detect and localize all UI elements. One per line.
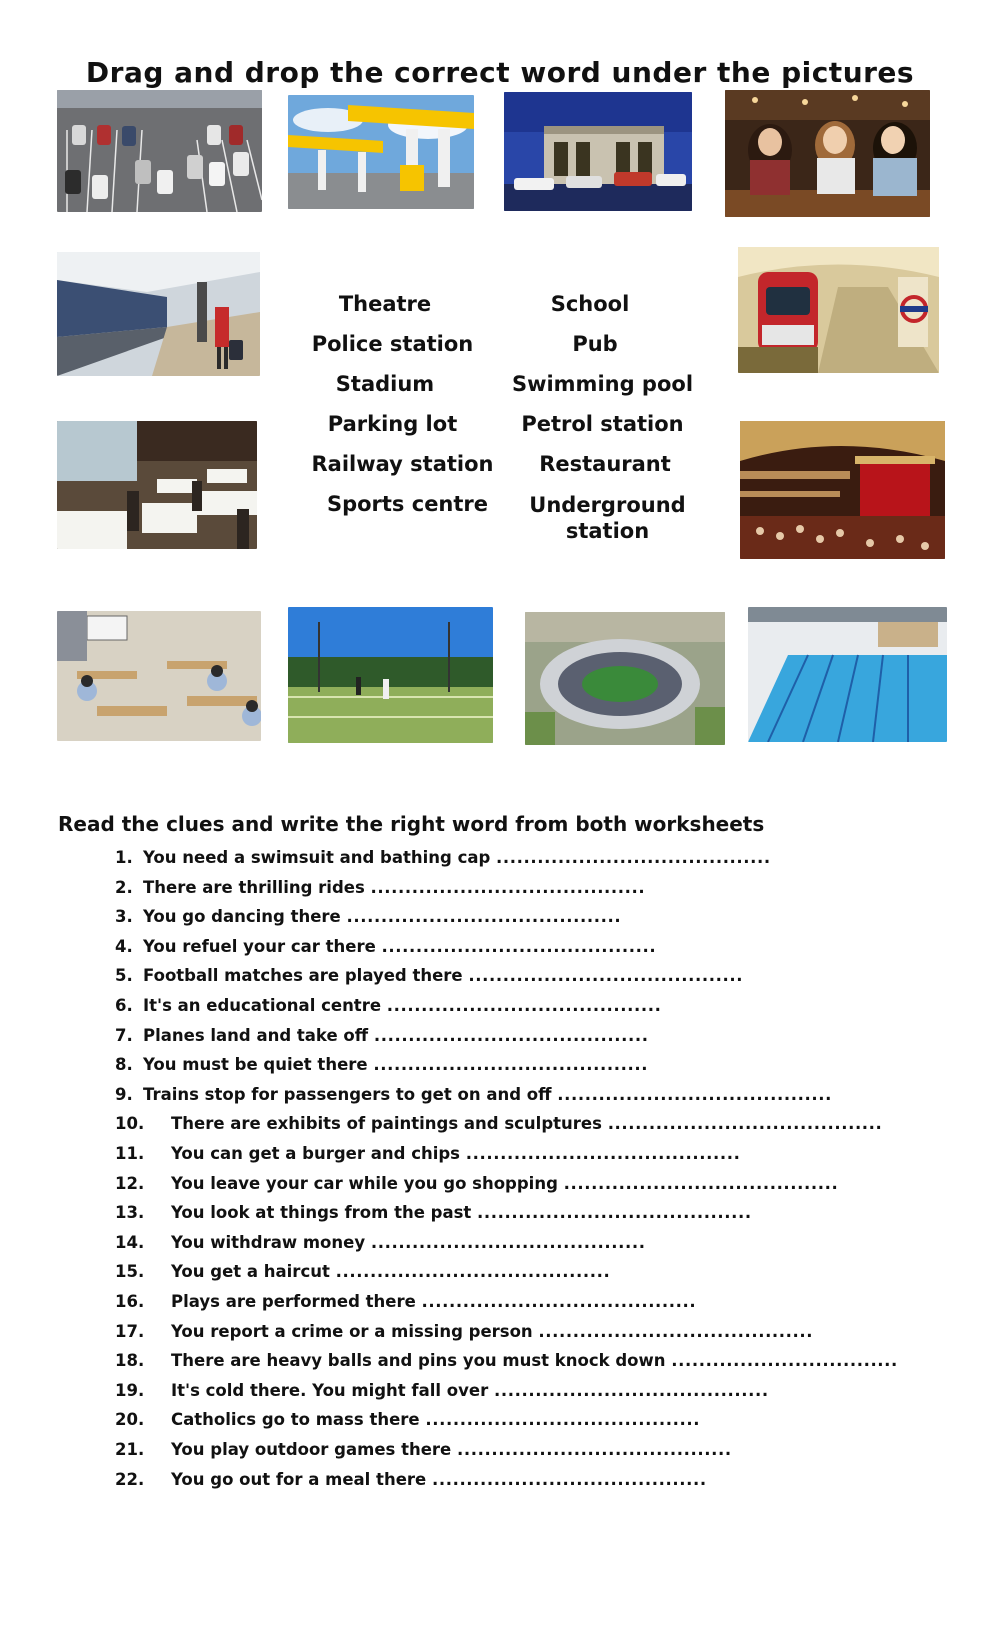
answer-blank[interactable]: ........................................ bbox=[563, 1173, 839, 1193]
answer-blank[interactable]: ........................................ bbox=[496, 848, 771, 867]
clue-text: You play outdoor games there bbox=[171, 1440, 452, 1459]
clue-text: You can get a burger and chips bbox=[171, 1144, 461, 1163]
clue-row bbox=[115, 1290, 697, 1314]
clue-text: Planes land and take off bbox=[143, 1025, 369, 1045]
clue-row bbox=[115, 994, 662, 1018]
clue-number: 7. bbox=[115, 1025, 133, 1045]
clue-row bbox=[115, 1349, 898, 1373]
clue-number: 3. bbox=[115, 907, 133, 927]
answer-blank[interactable]: ........................................ bbox=[465, 1144, 741, 1163]
clue-text: You go out for a meal there bbox=[171, 1469, 427, 1489]
clue-row bbox=[115, 1438, 732, 1462]
page-title: Drag and drop the correct word under the pictures bbox=[85, 56, 915, 89]
clue-text: There are heavy balls and pins you must knock down bbox=[171, 1351, 666, 1371]
word-sports-centre[interactable]: Sports centre bbox=[326, 492, 489, 516]
clue-number: 18. bbox=[115, 1351, 145, 1371]
answer-blank[interactable]: ........................................ bbox=[493, 1380, 769, 1400]
clue-row bbox=[115, 1024, 649, 1048]
clue-row bbox=[115, 1320, 814, 1344]
word-police-station[interactable]: Police station bbox=[311, 332, 474, 356]
picture-restaurant bbox=[57, 421, 257, 549]
clue-text: You look at things from the past bbox=[171, 1203, 472, 1223]
answer-blank[interactable]: ........................................ bbox=[373, 1055, 649, 1075]
clue-number: 20. bbox=[115, 1410, 145, 1430]
clue-text-and-answer-line[interactable] bbox=[171, 1349, 898, 1373]
clue-text-and-answer-line[interactable] bbox=[143, 1024, 649, 1048]
answer-blank[interactable]: ........................................ bbox=[607, 1114, 883, 1134]
clue-text-and-answer-line[interactable] bbox=[143, 1083, 832, 1107]
picture-railway-station bbox=[57, 252, 260, 376]
picture-police-station bbox=[504, 92, 692, 211]
clue-text: You go dancing there bbox=[143, 907, 341, 927]
clue-text: Plays are performed there bbox=[171, 1292, 416, 1311]
clue-row bbox=[115, 1172, 839, 1196]
clue-row bbox=[115, 1053, 649, 1077]
clue-number: 12. bbox=[115, 1173, 145, 1193]
word-railway-station[interactable]: Railway station bbox=[311, 452, 494, 476]
word-swimming-pool[interactable]: Swimming pool bbox=[511, 372, 694, 396]
clue-text: You refuel your car there bbox=[143, 936, 376, 956]
clue-row bbox=[115, 1142, 741, 1166]
clue-text: You get a haircut bbox=[171, 1262, 330, 1282]
clue-text-and-answer-line[interactable] bbox=[143, 994, 662, 1018]
answer-blank[interactable]: ........................................ bbox=[456, 1440, 732, 1459]
clue-row bbox=[115, 1231, 646, 1255]
clue-row bbox=[115, 1468, 707, 1492]
clue-row bbox=[115, 905, 622, 929]
clue-text-and-answer-line[interactable] bbox=[143, 876, 645, 900]
picture-petrol-station bbox=[288, 95, 474, 209]
clue-text-and-answer-line[interactable] bbox=[171, 1408, 700, 1432]
clue-number: 11. bbox=[115, 1144, 145, 1163]
answer-blank[interactable]: ........................................ bbox=[335, 1262, 611, 1282]
clue-number: 1. bbox=[115, 848, 133, 867]
clue-row bbox=[115, 1083, 832, 1107]
clue-text-and-answer-line[interactable] bbox=[171, 1379, 769, 1403]
clue-text-and-answer-line[interactable] bbox=[171, 1438, 732, 1462]
answer-blank[interactable]: ........................................ bbox=[373, 1025, 649, 1045]
answer-blank[interactable]: ........................................ bbox=[425, 1410, 701, 1430]
clue-text: It's cold there. You might fall over bbox=[171, 1380, 489, 1400]
word-school[interactable]: School bbox=[550, 292, 630, 316]
clue-text-and-answer-line[interactable] bbox=[171, 1290, 696, 1314]
clue-number: 15. bbox=[115, 1262, 145, 1282]
clue-text: It's an educational centre bbox=[143, 996, 382, 1015]
clue-number: 4. bbox=[115, 936, 133, 956]
answer-blank[interactable]: ........................................ bbox=[557, 1084, 832, 1104]
clue-text: You need a swimsuit and bathing cap bbox=[143, 848, 491, 867]
answer-blank[interactable]: ........................................ bbox=[370, 1232, 646, 1252]
clue-text-and-answer-line[interactable] bbox=[171, 1201, 752, 1225]
clue-text: You must be quiet there bbox=[143, 1055, 368, 1075]
clue-text-and-answer-line[interactable] bbox=[171, 1142, 741, 1166]
word-parking-lot[interactable]: Parking lot bbox=[327, 412, 458, 436]
answer-blank[interactable]: ........................................ bbox=[421, 1292, 697, 1311]
picture-pub bbox=[725, 90, 930, 217]
clue-row bbox=[115, 1408, 701, 1432]
picture-stadium bbox=[525, 612, 725, 745]
answer-blank[interactable]: ................................. bbox=[671, 1351, 898, 1371]
answer-blank[interactable]: ........................................ bbox=[370, 877, 646, 897]
clue-row bbox=[115, 1201, 752, 1225]
picture-theatre bbox=[740, 421, 945, 559]
clue-text-and-answer-line[interactable] bbox=[143, 905, 621, 929]
clue-text-and-answer-line[interactable] bbox=[143, 846, 771, 870]
picture-sports-centre bbox=[288, 607, 493, 743]
word-pub[interactable]: Pub bbox=[572, 332, 618, 356]
clue-row bbox=[115, 1379, 769, 1403]
clue-row bbox=[115, 964, 744, 988]
word-stadium[interactable]: Stadium bbox=[335, 372, 435, 396]
clue-text-and-answer-line[interactable] bbox=[171, 1112, 882, 1136]
clue-number: 16. bbox=[115, 1292, 145, 1311]
clue-text: Catholics go to mass there bbox=[171, 1410, 420, 1430]
clue-text-and-answer-line[interactable] bbox=[171, 1260, 610, 1284]
clue-text-and-answer-line[interactable] bbox=[171, 1172, 838, 1196]
clue-row bbox=[115, 846, 771, 870]
picture-underground-station bbox=[738, 247, 939, 373]
clues-heading: Read the clues and write the right word from both worksheets bbox=[58, 812, 765, 836]
clue-text-and-answer-line[interactable] bbox=[143, 935, 656, 959]
picture-parking-lot bbox=[57, 90, 262, 212]
clue-text-and-answer-line[interactable] bbox=[143, 1053, 648, 1077]
answer-blank[interactable]: ........................................ bbox=[386, 996, 662, 1015]
clue-number: 13. bbox=[115, 1203, 145, 1223]
word-theatre[interactable]: Theatre bbox=[338, 292, 432, 316]
answer-blank[interactable]: ........................................ bbox=[381, 936, 657, 956]
clue-row bbox=[115, 1112, 883, 1136]
clue-number: 8. bbox=[115, 1055, 133, 1075]
answer-blank[interactable]: ........................................ bbox=[431, 1469, 707, 1489]
clue-row bbox=[115, 876, 646, 900]
clue-number: 22. bbox=[115, 1469, 145, 1489]
clue-text-and-answer-line[interactable] bbox=[171, 1231, 646, 1255]
picture-school bbox=[57, 611, 261, 741]
clue-text-and-answer-line[interactable] bbox=[171, 1320, 813, 1344]
word-underground-station[interactable]: Underground station bbox=[529, 493, 686, 543]
clue-number: 6. bbox=[115, 996, 133, 1015]
clue-row bbox=[115, 935, 657, 959]
clue-text: Trains stop for passengers to get on and off bbox=[143, 1084, 552, 1104]
clue-number: 17. bbox=[115, 1321, 145, 1341]
clue-text: You report a crime or a missing person bbox=[171, 1321, 533, 1341]
clue-number: 5. bbox=[115, 966, 133, 986]
word-restaurant[interactable]: Restaurant bbox=[539, 452, 671, 476]
answer-blank[interactable]: ........................................ bbox=[468, 966, 744, 986]
clue-row bbox=[115, 1260, 611, 1284]
clue-number: 9. bbox=[115, 1084, 133, 1104]
clue-number: 14. bbox=[115, 1232, 145, 1252]
answer-blank[interactable]: ........................................ bbox=[346, 907, 622, 927]
clue-text-and-answer-line[interactable] bbox=[171, 1468, 707, 1492]
clue-text: You leave your car while you go shopping bbox=[171, 1173, 558, 1193]
clue-text: There are thrilling rides bbox=[143, 877, 365, 897]
picture-swimming-pool bbox=[748, 607, 947, 742]
answer-blank[interactable]: ........................................ bbox=[477, 1203, 752, 1223]
clue-text: There are exhibits of paintings and sculptures bbox=[171, 1114, 602, 1134]
clue-text-and-answer-line[interactable] bbox=[143, 964, 743, 988]
clue-text: You withdraw money bbox=[171, 1232, 366, 1252]
clue-number: 21. bbox=[115, 1440, 145, 1459]
word-petrol-station[interactable]: Petrol station bbox=[521, 412, 684, 436]
clue-text: Football matches are played there bbox=[143, 966, 463, 986]
clue-number: 2. bbox=[115, 877, 133, 897]
clue-number: 10. bbox=[115, 1114, 145, 1134]
answer-blank[interactable]: ........................................ bbox=[538, 1321, 814, 1341]
clue-number: 19. bbox=[115, 1380, 145, 1400]
